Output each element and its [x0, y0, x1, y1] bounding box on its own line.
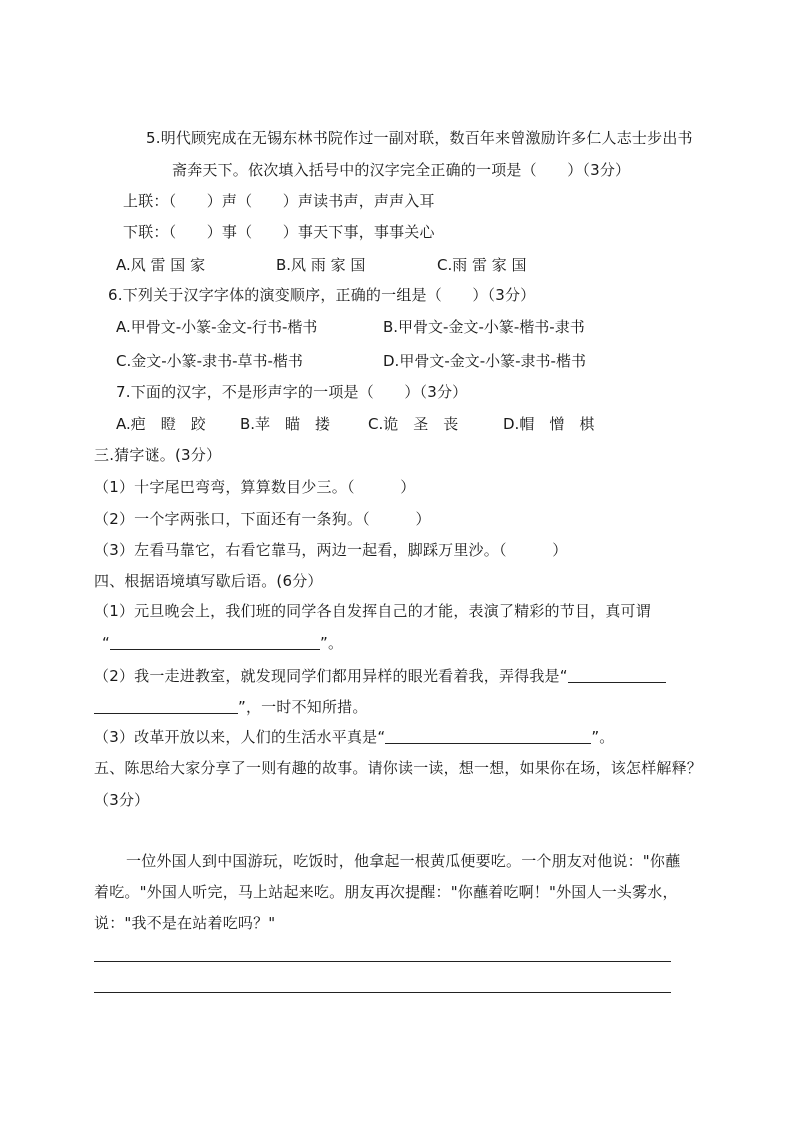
q6-option-d: D.甲骨文-金文-小篆-隶书-楷书	[383, 352, 586, 370]
q6-option-c: C.金文-小篆-隶书-草书-楷书	[116, 352, 303, 370]
story-line-2: 着吃。"外国人听完，马上站起来吃。朋友再次提醒："你蘸着吃啊！"外国人一头雾水，	[94, 883, 678, 901]
riddle-3: （3）左看马靠它，右看它靠马，两边一起看，脚踩万里沙。（ ）	[94, 541, 568, 559]
section4-title: 四、根据语境填写歇后语。(6分）	[94, 572, 323, 590]
section4-item3-tail: ”。	[591, 728, 615, 746]
q7-stem: 7.下面的汉字，不是形声字的一项是（ ）（3分）	[116, 383, 468, 401]
q6-option-b: B.甲骨文-金文-小篆-楷书-隶书	[383, 318, 585, 336]
answer-line-1[interactable]	[94, 961, 671, 962]
section4-item1-text: （1）元旦晚会上，我们班的同学各自发挥自己的才能，表演了精彩的节目，真可谓	[94, 602, 651, 620]
riddle-2: （2）一个字两张口，下面还有一条狗。（ ）	[94, 510, 431, 528]
answer-blank-2a[interactable]	[568, 668, 666, 683]
section3-title: 三.猜字谜。(3分）	[94, 446, 222, 464]
q7-option-c: C.诡 圣 丧	[368, 415, 459, 433]
open-quote: “	[102, 634, 110, 652]
q7-option-b: B.苹 瞄 搂	[240, 415, 331, 433]
story-line-1: 一位外国人到中国游玩，吃饭时，他拿起一根黄瓜便要吃。一个朋友对他说："你蘸	[126, 852, 681, 870]
section4-item1-answer	[102, 633, 343, 653]
q7-option-a: A.疤 瞪 跤	[116, 415, 206, 433]
section5-score: （3分）	[94, 791, 150, 809]
q5-line2: 斋奔天下。依次填入括号中的汉字完全正确的一项是（ ）（3分）	[172, 161, 631, 179]
answer-blank-2b[interactable]	[94, 699, 238, 714]
q7-option-d: D.帽 憎 棋	[503, 415, 595, 433]
q5-option-b: B.风 雨 家 国	[276, 256, 366, 274]
section4-item2-cont	[94, 697, 368, 717]
section4-item2-tail: ”，一时不知所措。	[238, 698, 368, 716]
section4-item3-text	[94, 727, 615, 747]
section4-item2-text	[94, 666, 666, 686]
q5-upper-couplet: 上联：（ ）声（ ）声读书声，声声入耳	[123, 192, 435, 210]
section4-item3-lead: （3）改革开放以来，人们的生活水平真是“	[94, 728, 386, 746]
story-line-3: 说："我不是在站着吃吗？"	[94, 914, 276, 932]
q6-option-a: A.甲骨文-小篆-金文-行书-楷书	[116, 318, 318, 336]
riddle-1: （1）十字尾巴弯弯，算算数目少三。（ ）	[94, 478, 416, 496]
section4-item2-lead: （2）我一走进教室，就发现同学们都用异样的眼光看着我，弄得我是“	[94, 667, 568, 685]
section5-title: 五、陈思给大家分享了一则有趣的故事。请你读一读，想一想，如果你在场，该怎样解释？	[94, 759, 703, 777]
q5-line1: 5.明代顾宪成在无锡东林书院作过一副对联，数百年来曾激励许多仁人志士步出书	[146, 129, 693, 147]
close-quote: ”。	[319, 634, 344, 652]
q5-option-c: C.雨 雷 家 国	[437, 256, 527, 274]
answer-line-2[interactable]	[94, 992, 671, 993]
answer-blank-3[interactable]	[385, 729, 591, 744]
q5-lower-couplet: 下联：（ ）事（ ）事天下事，事事关心	[123, 223, 435, 241]
q5-option-a: A.风 雷 国 家	[116, 256, 206, 274]
answer-blank-1[interactable]	[110, 635, 320, 650]
q6-stem: 6.下列关于汉字字体的演变顺序，正确的一组是（ ）（3分）	[108, 286, 536, 304]
